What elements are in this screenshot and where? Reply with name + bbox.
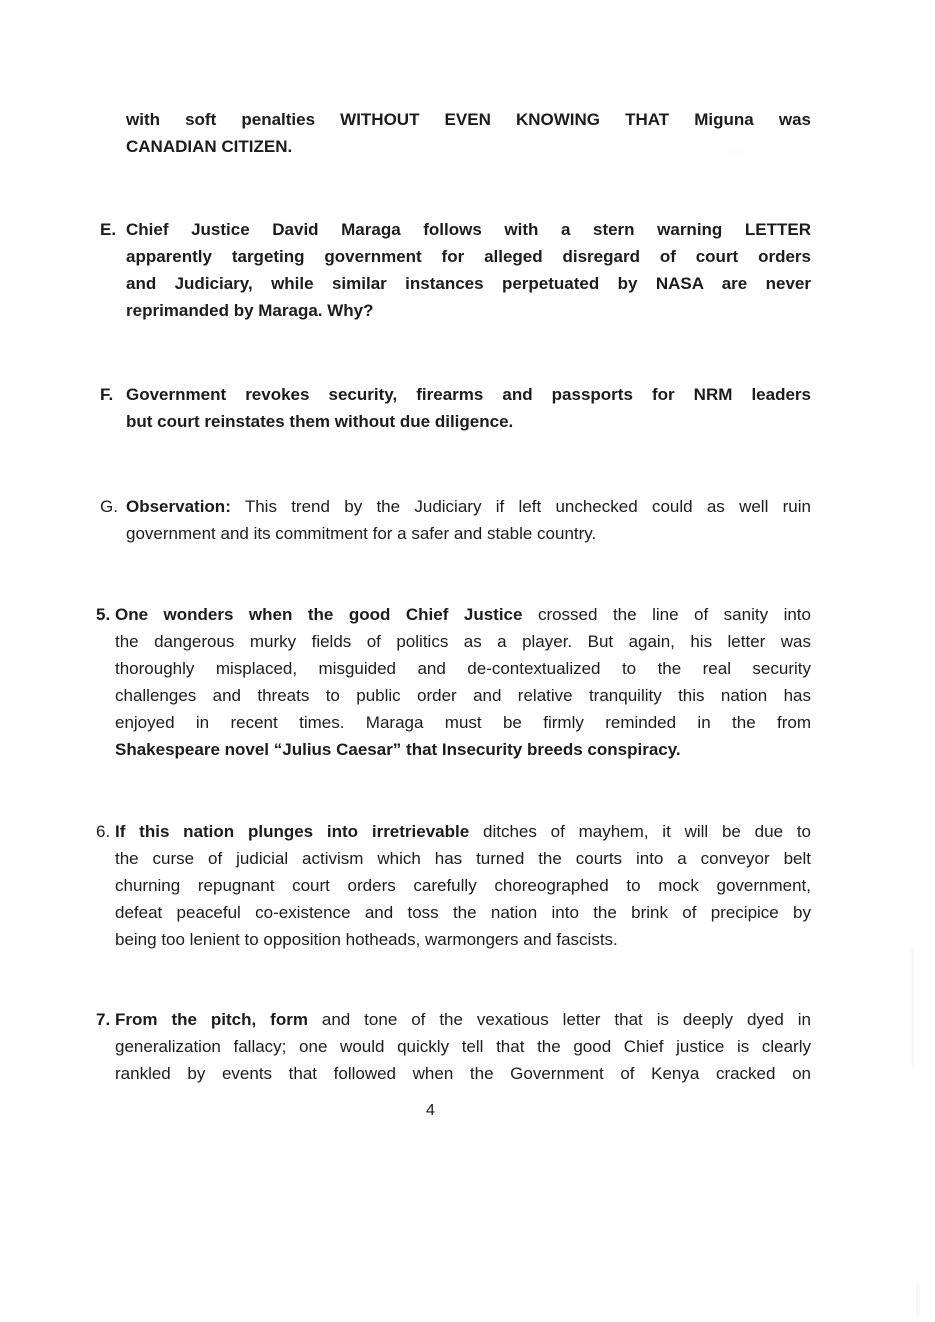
text-segment: the curse of judicial activism which has turned the courts into a conveyor belt [115, 849, 811, 868]
text-line [126, 493, 811, 520]
text-line [126, 297, 811, 324]
text-line [126, 381, 811, 408]
text-segment: rankled by events that followed when the Government of Kenya cracked on [115, 1064, 811, 1083]
text-segment: and Judiciary, while similar instances perpetuated by NASA are never [126, 274, 811, 293]
text-segment: Shakespeare novel “Julius Caesar” that Insecurity breeds conspiracy. [115, 740, 681, 759]
text-segment: apparently targeting government for alleged disregard of court orders [126, 247, 811, 266]
text-line [126, 520, 811, 547]
page-number: 4 [426, 1102, 435, 1119]
text-line [115, 682, 811, 709]
text-segment: generalization fallacy; one would quickly tell that the good Chief justice is clearly [115, 1037, 811, 1056]
text-segment: crossed the line of sanity into [522, 605, 811, 624]
list-item-6 [96, 818, 812, 953]
list-marker: 7. [96, 1010, 111, 1029]
continuation-paragraph [126, 106, 811, 160]
text-line [115, 872, 811, 899]
text-segment: challenges and threats to public order and relative tranquility this nation has [115, 686, 811, 705]
text-segment: and tone of the vexatious letter that is deeply dyed in [307, 1010, 811, 1029]
text-segment: the dangerous murky fields of politics as a player. But again, his letter was [115, 632, 811, 651]
text-segment: CANADIAN CITIZEN. [126, 137, 293, 156]
text-segment: From the pitch, form [115, 1010, 308, 1029]
text-segment: churning repugnant court orders carefully choreographed to mock government, [115, 876, 811, 895]
text-line [115, 818, 811, 845]
text-segment: defeat peaceful co-existence and toss the nation into the brink of precipice by [115, 903, 811, 922]
text-segment: government and its commitment for a safer and stable country. [126, 524, 597, 543]
text-line [115, 899, 811, 926]
list-item-7 [96, 1006, 811, 1087]
text-segment: ditches of mayhem, it will be due to [469, 822, 812, 841]
scan-artifact [728, 148, 744, 156]
text-line [115, 628, 811, 655]
text-segment: enjoyed in recent times. Maraga must be firmly reminded in the from [115, 713, 811, 732]
text-line [115, 601, 811, 628]
list-marker: 6. [96, 822, 111, 841]
text-line [115, 709, 811, 736]
text-line [126, 408, 811, 435]
text-line [115, 845, 811, 872]
text-line [126, 106, 811, 133]
text-segment: If this nation plunges into irretrievable [115, 822, 470, 841]
text-segment: with soft penalties WITHOUT EVEN KNOWING THAT Miguna was [126, 110, 811, 129]
list-marker: 5. [96, 605, 111, 624]
list-item-E [100, 216, 811, 324]
list-item-5 [96, 601, 811, 763]
text-line [115, 1033, 811, 1060]
text-line [126, 243, 811, 270]
text-line [115, 1006, 811, 1033]
text-segment: but court reinstates them without due diligence. [126, 412, 514, 431]
text-line [115, 1060, 811, 1087]
text-segment: being too lenient to opposition hotheads, warmongers and fascists. [115, 930, 618, 949]
text-line [115, 926, 811, 953]
list-marker: E. [100, 220, 117, 239]
text-segment: thoroughly misplaced, misguided and de-contextualized to the real security [115, 659, 811, 678]
scan-artifact [916, 1284, 920, 1316]
text-line [126, 133, 811, 160]
text-segment: This trend by the Judiciary if left unchecked could as well ruin [230, 497, 811, 516]
text-segment: reprimanded by Maraga. Why? [126, 301, 374, 320]
text-segment: Chief Justice David Maraga follows with a stern warning LETTER [126, 220, 811, 239]
list-item-F [100, 381, 811, 435]
text-segment: Observation: [126, 497, 231, 516]
text-line [126, 216, 811, 243]
list-marker: F. [100, 385, 114, 404]
text-line [115, 655, 811, 682]
text-segment: Government revokes security, firearms and passports for NRM leaders [126, 385, 811, 404]
list-marker: G. [100, 497, 118, 516]
text-segment: One wonders when the good Chief Justice [115, 605, 523, 624]
list-item-G [100, 493, 811, 547]
scan-artifact [911, 948, 914, 1066]
text-line [126, 270, 811, 297]
text-line [115, 736, 811, 763]
